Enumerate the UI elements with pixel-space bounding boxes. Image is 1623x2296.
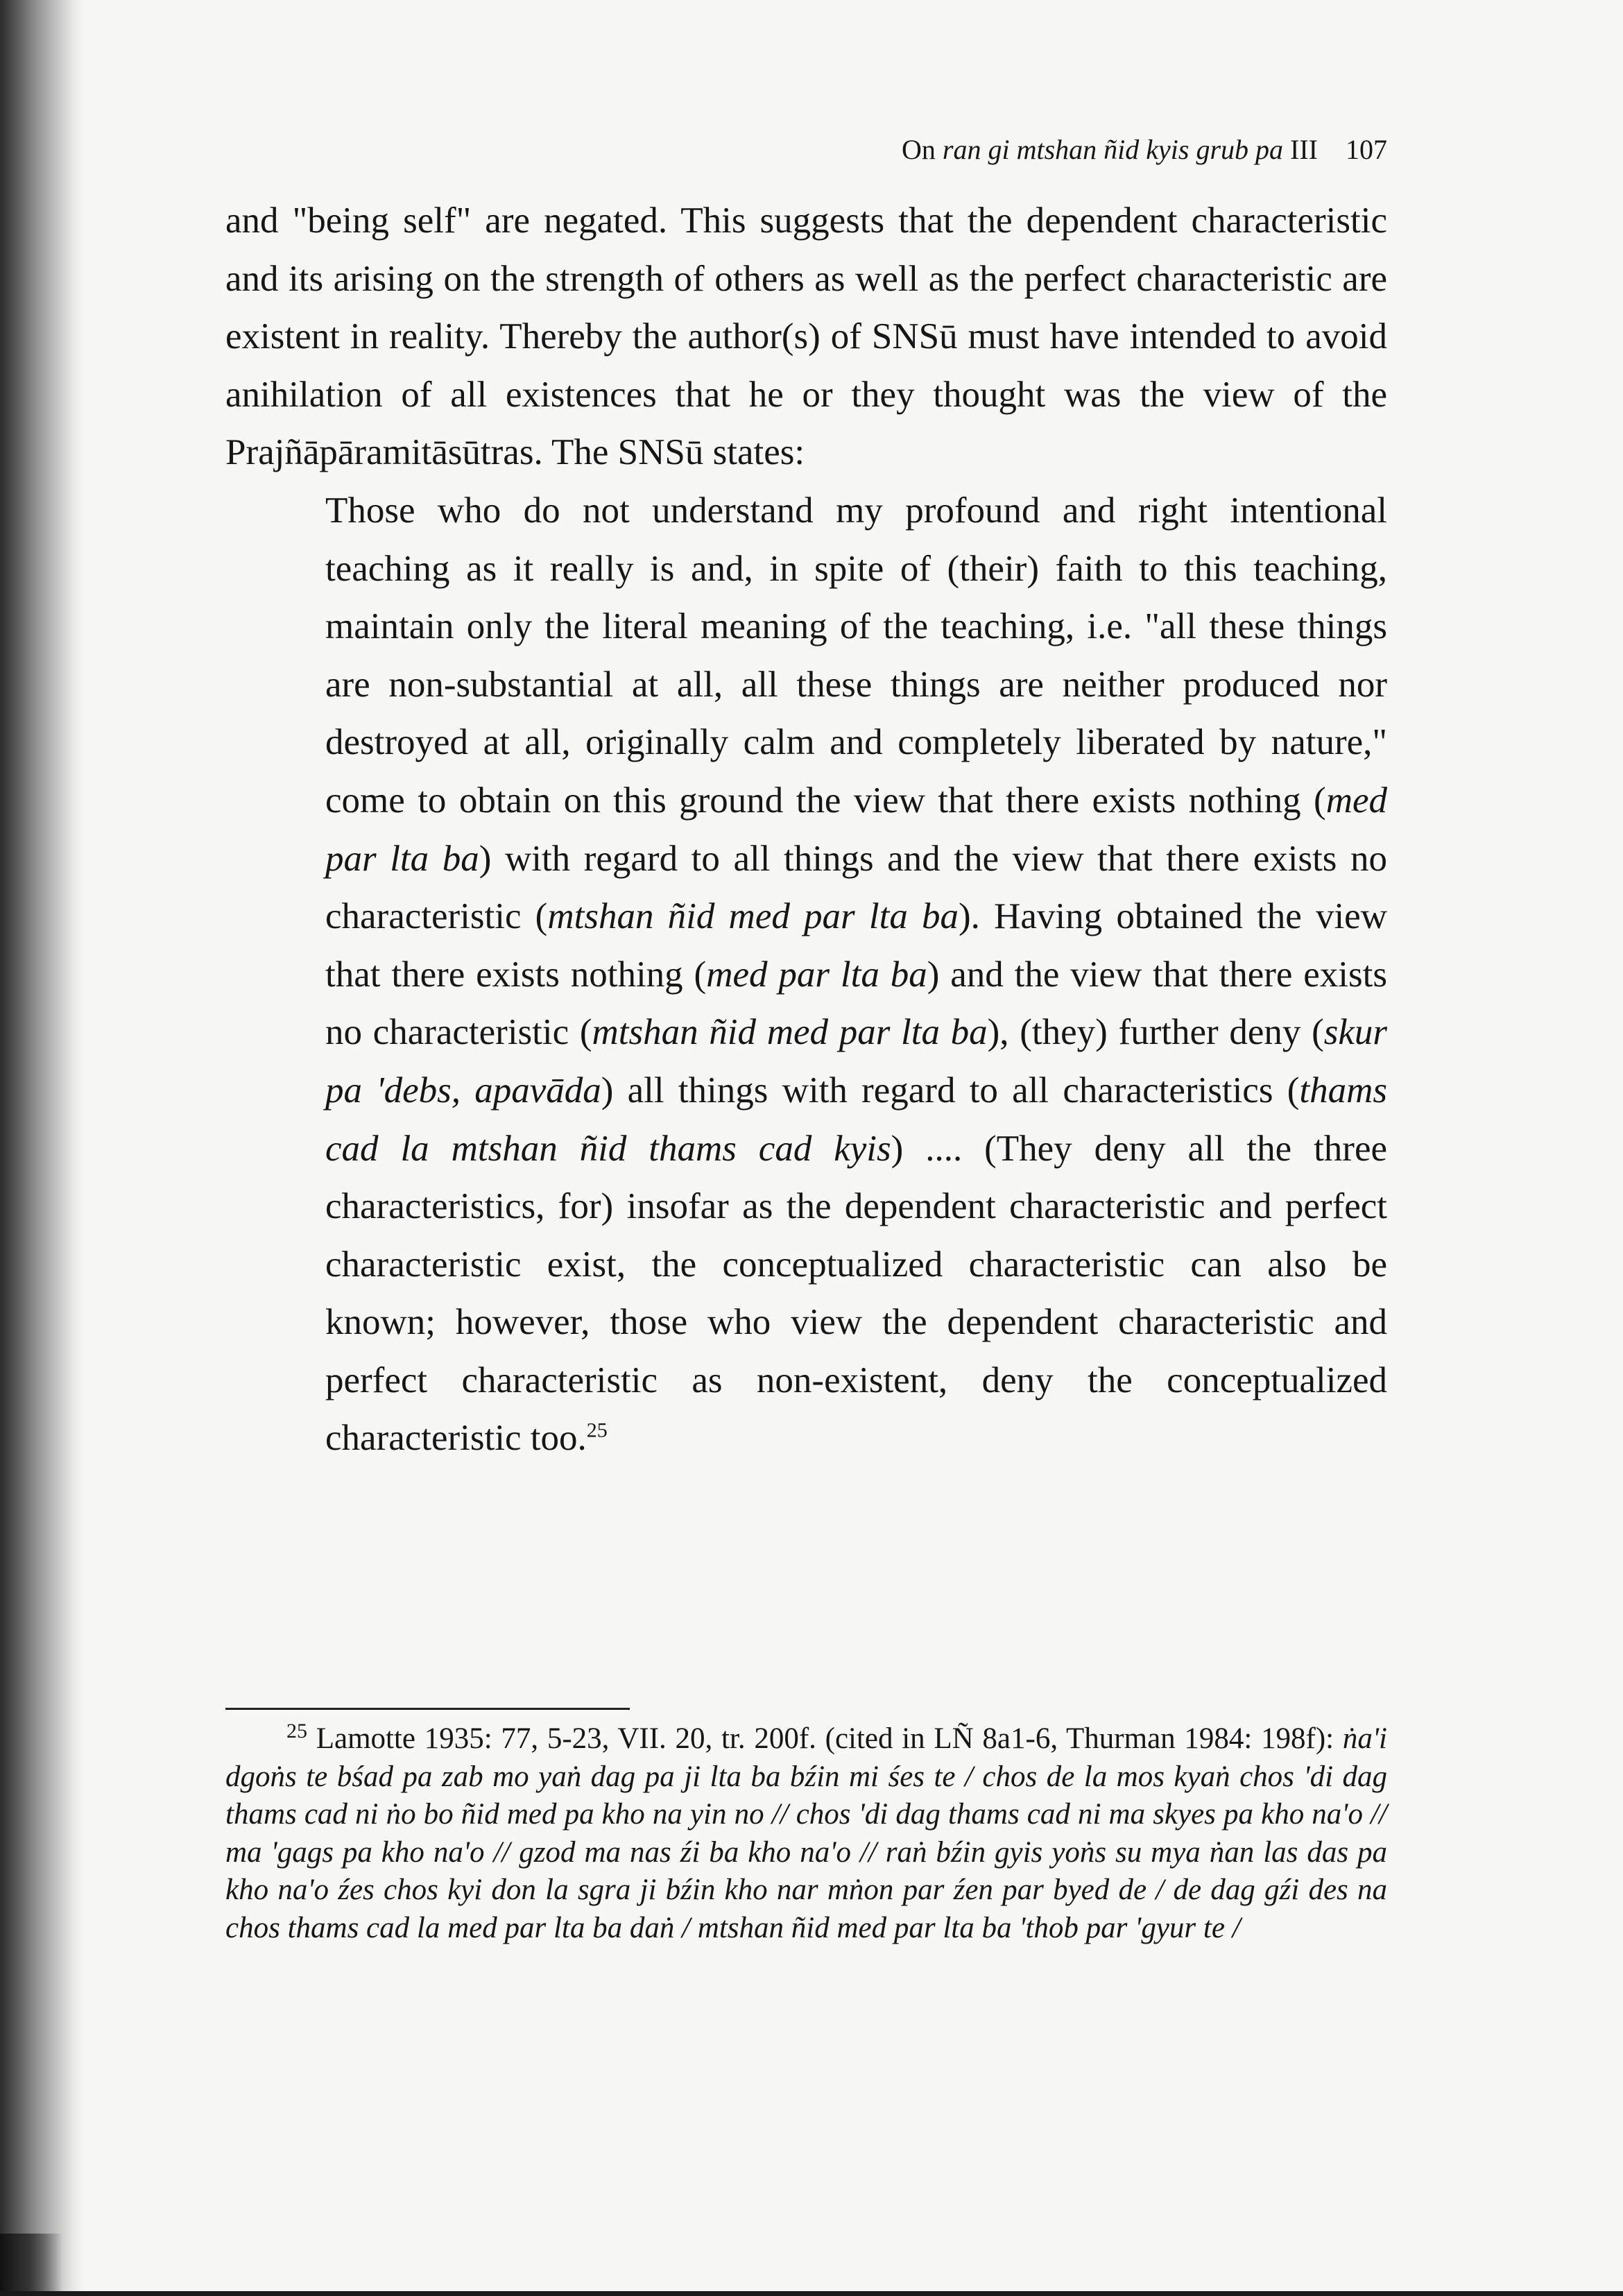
footnote-tibetan-text: ṅa'i dgoṅs te bśad pa zab mo yaṅ dag pa ji lta ba bźin mi śes te / chos de la mos kyaṅ chos 'di dag thams cad ni ṅo bo ñid med pa kho na yin no // chos 'di dag thams cad ni ma skyes pa kho na'o // ma 'gags pa kho na'o // gzod ma nas źi ba kho na'o // raṅ bźin gyis yoṅs su mya ṅan las das pa kho na'o źes chos kyi don la sgra ji bźin kho nar mṅon par źen par byed de / de dag gźi des na chos thams cad la med par lta ba daṅ / mtshan ñid med par lta ba 'thob par 'gyur te / [225, 1722, 1387, 1944]
scan-binding-shadow [0, 0, 83, 2296]
footnote-number: 25 [286, 1719, 307, 1742]
quote-text: ), (they) further deny ( [987, 1012, 1324, 1053]
running-head-prefix: On [902, 134, 936, 165]
quote-text: ) with regard to all things and the view that there exists no characteristic ( [325, 838, 1387, 937]
quote-tibetan-term: med par lta ba [706, 954, 927, 995]
page-number: 107 [1346, 134, 1387, 165]
footnote-divider [225, 1708, 630, 1710]
body-paragraph: and "being self" are negated. This suggests that the dependent characteristic and its arising on the strength of others as well as the perfect characteristic are existent in reality. Thereby the author(s) of SNSū must have intended to avoid anihilation of all existences that he or they thought was the view of the Prajñāpāramitāsūtras. The SNSū states: [225, 200, 1387, 473]
main-text [225, 192, 1387, 1468]
block-quote [325, 482, 1387, 1468]
scan-bottom-edge [0, 2291, 1623, 2296]
quote-text: ) and the view that there exists no characteristic ( [325, 954, 1387, 1053]
footnote [225, 1720, 1387, 1947]
footnote-citation: Lamotte 1935: 77, 5-23, VII. 20, tr. 200f. (cited in LÑ 8a1-6, Thurman 1984: 198f): [316, 1722, 1334, 1755]
running-head-title: ran gi mtshan ñid kyis grub pa [942, 134, 1284, 165]
quote-tibetan-term: skur pa 'debs, apavāda [325, 1012, 1387, 1111]
quote-tibetan-term: mtshan ñid med par lta ba [547, 896, 959, 937]
quote-text: ) all things with regard to all characteristics ( [601, 1070, 1300, 1111]
quote-tibetan-term: mtshan ñid med par lta ba [592, 1012, 988, 1053]
quote-text: ). Having obtained the view that there exists nothing ( [325, 896, 1387, 995]
quote-text: Those who do not understand my profound and right intentional teaching as it really is and, in spite of (their) faith to this teaching, maintain only the literal meaning of the teaching, i.e. "all these things are non-substantial at all, all these things are neither produced nor destroyed at all, originally calm and completely liberated by nature," come to obtain on this ground the view that there exists nothing ( [325, 490, 1387, 821]
quote-tibetan-term: med par lta ba [325, 780, 1387, 879]
scan-corner-shadow [0, 2234, 62, 2296]
quote-tibetan-term: thams cad la mtshan ñid thams cad kyis [325, 1070, 1387, 1169]
running-head-section: III [1290, 134, 1318, 165]
quote-text: ) .... (They deny all the three characteristics, for) insofar as the dependent characteristic and perfect characteristic exist, the conceptualized characteristic can also be known; however, those who view the dependent characteristic and perfect characteristic as non-existent, deny the conceptualized characteristic too. [325, 1128, 1387, 1459]
running-head [694, 130, 1387, 169]
footnote-reference[interactable]: 25 [586, 1419, 608, 1442]
